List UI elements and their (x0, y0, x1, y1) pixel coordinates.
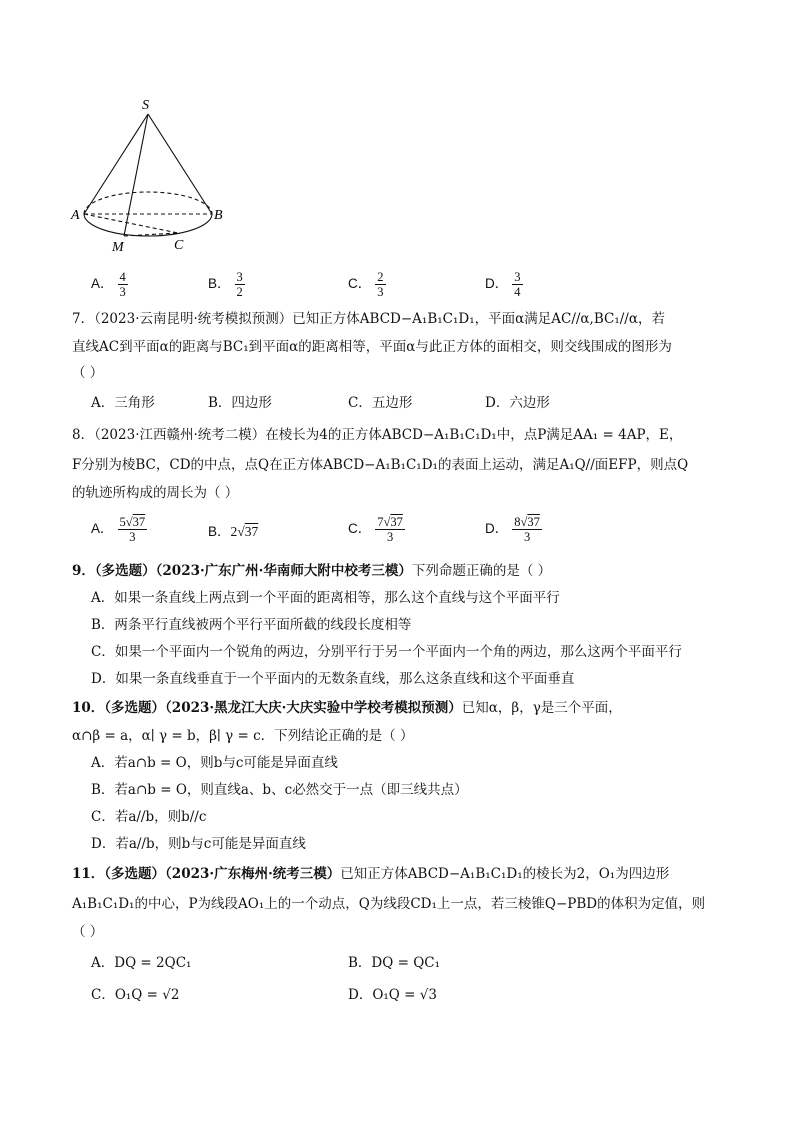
option-letter: D． (485, 521, 509, 536)
q10-option-b[interactable]: B．若a∩b = O，则直线a、b、c必然交于一点（即三线共点） (91, 782, 468, 798)
q11-stem-line2: A₁B₁C₁D₁的中心，P为线段AO₁上的一个动点，Q为线段CD₁上一点，若三棱锥Q−PBD的体积为定值，则 (72, 896, 706, 912)
q9-option-a[interactable]: A．如果一条直线上两点到一个平面的距离相等，那么这个直线与这个平面平行 (91, 590, 560, 606)
option-letter: B． (208, 524, 231, 539)
option-letter: D． (485, 276, 509, 291)
cone-figure (60, 94, 240, 256)
q9-option-b[interactable]: B．两条平行直线被两个平行平面所截的线段长度相等 (91, 617, 412, 633)
q7-stem-line3: （ ） (72, 365, 104, 381)
q8-option-c[interactable] (348, 515, 405, 544)
label-M: M (112, 240, 124, 255)
option-letter: C． (348, 521, 372, 536)
option-letter: A． (91, 521, 114, 536)
fraction: $\frac{5√37}{3}$ (119, 515, 146, 544)
q8-stem-line3: 的轨迹所构成的周长为（ ） (72, 485, 239, 501)
q9-source: （2023·广东广州·华南师大附中校考三模） (155, 563, 412, 579)
q9-option-c[interactable]: C．如果一个平面内一个锐角的两边，分别平行于另一个平面内一个角的两边，那么这两个平面平行 (91, 644, 682, 660)
q11-option-d[interactable]: D．O₁Q = √3 (348, 987, 437, 1003)
q11-option-b[interactable]: B．DQ = QC₁ (348, 955, 441, 971)
q7-stem-line1: 7．（2023·云南昆明·统考模拟预测）已知正方体ABCD−A₁B₁C₁D₁，平面α满足AC//α,BC₁//α，若 (72, 311, 665, 327)
q11-option-a[interactable]: A．DQ = 2QC₁ (91, 955, 192, 971)
q11-stem-line1 (72, 864, 669, 884)
q10-stem-line1 (72, 698, 622, 718)
fraction: $\frac{7√37}{3}$ (377, 515, 403, 544)
chord-AC (84, 214, 178, 233)
base-front-arc (84, 214, 212, 236)
q8-stem-line2: F分别为棱BC，CD的中点，点Q在正方体ABCD−A₁B₁C₁D₁的表面上运动，满足A₁Q//面EFP，则点Q (72, 457, 689, 473)
q10-option-a[interactable]: A．若a∩b = O，则b与c可能是异面直线 (91, 755, 338, 771)
q8-stem-line1: 8．（2023·江西赣州·统考二模）在棱长为4的正方体ABCD−A₁B₁C₁D₁中，点P满足AA₁ = 4AP，E， (72, 427, 683, 443)
edge-SB (148, 114, 212, 214)
fraction: $\frac{2}{3}$ (377, 270, 384, 299)
option-letter: A． (91, 276, 114, 291)
q10-question: 已知α，β，γ是三个平面， (461, 700, 622, 716)
q9-question: 下列命题正确的是（ ） (411, 563, 552, 579)
q7-option-b[interactable]: B．四边形 (208, 395, 272, 411)
fraction: $\frac{4}{3}$ (119, 270, 126, 299)
q11-option-c[interactable]: C．O₁Q = √2 (91, 987, 180, 1003)
q11-stem-line3: （ ） (72, 924, 104, 940)
q9-tag: 9．（多选题） (72, 563, 156, 579)
fraction: $\frac{3}{2}$ (236, 270, 243, 299)
q11-tag: 11．（多选题） (72, 866, 166, 882)
radical-value: 2√37 (230, 524, 259, 539)
q8-option-d[interactable] (485, 515, 542, 544)
q8-option-b[interactable] (208, 522, 258, 542)
q11-question: 已知正方体ABCD−A₁B₁C₁D₁的棱长为2，O₁为四边形 (340, 866, 670, 882)
label-S: S (142, 98, 149, 113)
q6-option-b[interactable] (208, 270, 245, 299)
q10-stem-line2: α∩β = a，α∣ γ = b，β∣ γ = c．下列结论正确的是（ ） (72, 728, 414, 744)
q6-option-a[interactable] (91, 270, 128, 299)
q6-option-c[interactable] (348, 270, 386, 299)
q10-option-c[interactable]: C．若a//b，则b//c (91, 809, 207, 825)
option-letter: C． (348, 276, 372, 291)
q9-stem (72, 561, 551, 581)
option-letter: B． (208, 276, 231, 291)
base-back-arc (84, 192, 212, 214)
fraction: $\frac{3}{4}$ (514, 270, 521, 299)
q11-source: （2023·广东梅州·统考三模） (165, 866, 341, 882)
label-A: A (71, 208, 80, 223)
q9-option-d[interactable]: D．如果一条直线垂直于一个平面内的无数条直线，那么这条直线和这个平面垂直 (91, 671, 575, 687)
q7-option-c[interactable]: C．五边形 (348, 395, 413, 411)
q10-tag: 10．（多选题） (72, 700, 166, 716)
q8-option-a[interactable] (91, 515, 147, 544)
label-C: C (174, 238, 184, 253)
q7-stem-line2: 直线AC到平面α的距离与BC₁到平面α的距离相等，平面α与此正方体的面相交，则交线围成的图形为 (72, 339, 672, 355)
q7-option-a[interactable]: A．三角形 (91, 395, 155, 411)
q10-option-d[interactable]: D．若a//b，则b与c可能是异面直线 (91, 836, 306, 852)
q6-option-d[interactable] (485, 270, 523, 299)
fraction: $\frac{8√37}{3}$ (514, 515, 540, 544)
q10-source: （2023·黑龙江大庆·大庆实验中学校考模拟预测） (165, 700, 462, 716)
q7-option-d[interactable]: D．六边形 (485, 395, 550, 411)
label-B: B (214, 208, 223, 223)
